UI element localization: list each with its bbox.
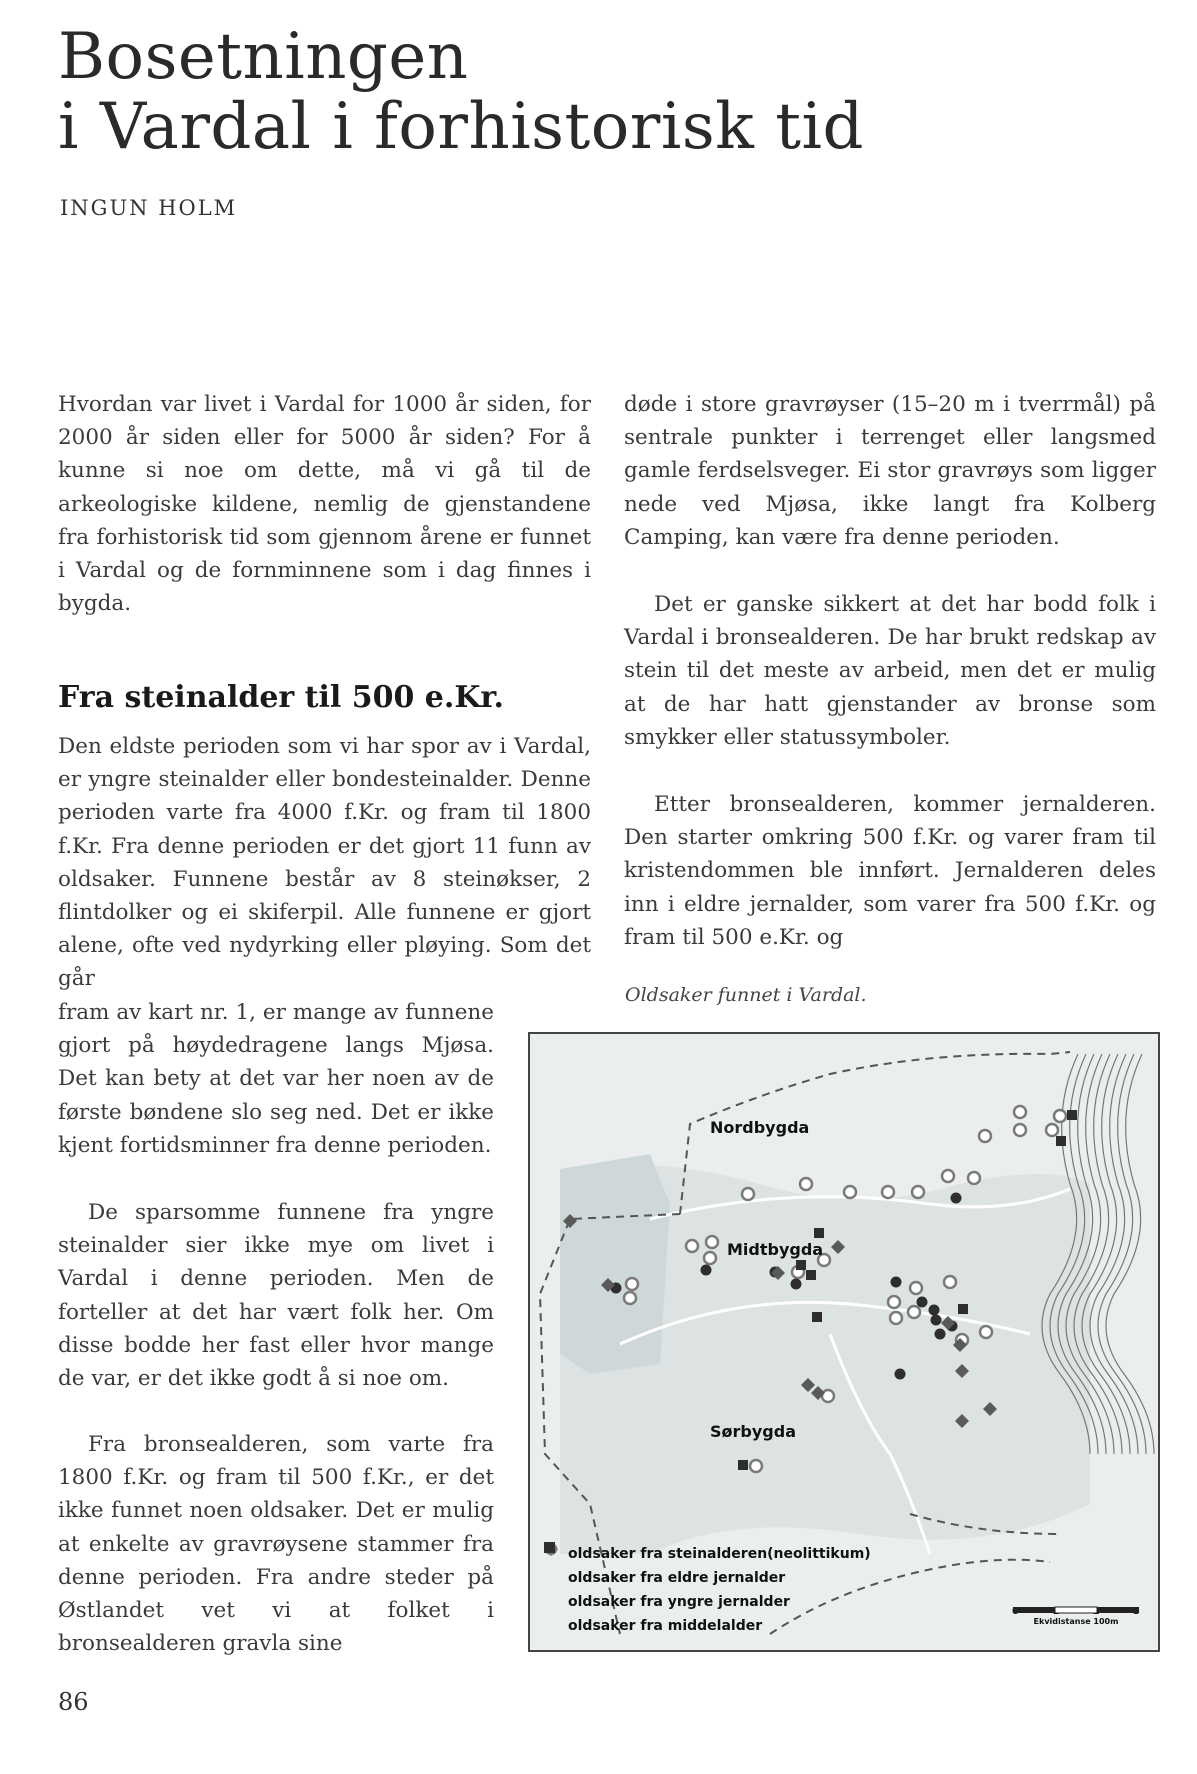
left-paragraph-1a: Den eldste perioden som vi har spor av i Vardal, er yngre steinalder eller bondesteinalder. Denne perioden varte fra 4000 f.Kr. og fram til 1800 f.Kr. Fra denne perioden er det gjort 11 funn av oldsaker. Funnene består av 8 steinøkser, 2 flintdolker og ei skiferpil. Alle funnene er gjort alene, ofte ved nydyrking eller pløying. Som det går bbox=[58, 734, 591, 992]
terrain-shading-west bbox=[560, 1154, 670, 1374]
medieval-find bbox=[812, 1312, 822, 1322]
legend-row-late-iron bbox=[544, 1590, 871, 1614]
late-iron-find bbox=[750, 1460, 762, 1472]
late-iron-find bbox=[968, 1172, 980, 1184]
late-iron-find bbox=[942, 1170, 954, 1182]
late-iron-find bbox=[704, 1252, 716, 1264]
legend-row-medieval bbox=[544, 1614, 871, 1638]
left-paragraph-2: De sparsomme funnene fra yngre steinalder sier ikke mye om livet i Vardal i denne perioden. Men de forteller at det har vært folk her. Om disse bodde her fast eller hvor mange de var, er det ikke godt å si noe om. bbox=[58, 1200, 494, 1392]
late-iron-find bbox=[706, 1236, 718, 1248]
place-sorbygda: Sørbygda bbox=[710, 1422, 796, 1441]
section-heading: Fra steinalder til 500 e.Kr. bbox=[58, 680, 504, 715]
late-iron-find bbox=[910, 1282, 922, 1294]
early-iron-find bbox=[951, 1193, 962, 1204]
late-iron-find bbox=[1014, 1124, 1026, 1136]
late-iron-find bbox=[1054, 1110, 1066, 1122]
title-line-1: Bosetningen bbox=[58, 20, 469, 94]
map-scale bbox=[1010, 1606, 1142, 1626]
late-iron-find bbox=[800, 1178, 812, 1190]
late-iron-find bbox=[888, 1296, 900, 1308]
legend-label-stone: oldsaker fra steinalderen(neolittikum) bbox=[568, 1546, 871, 1562]
finds-map bbox=[528, 1032, 1160, 1652]
scale-note: Ekvidistanse 100m bbox=[1033, 1617, 1119, 1626]
early-iron-find bbox=[701, 1265, 712, 1276]
place-midtbygda: Midtbygda bbox=[727, 1240, 824, 1259]
early-iron-find bbox=[931, 1315, 942, 1326]
medieval-find bbox=[796, 1260, 806, 1270]
early-iron-find bbox=[917, 1297, 928, 1308]
late-iron-find bbox=[844, 1186, 856, 1198]
late-iron-find bbox=[980, 1326, 992, 1338]
left-paragraph-1b: fram av kart nr. 1, er mange av funnene gjort på høydedragene langs Mjøsa. Det kan bety at det var her noen av de første bøndene slo seg ned. Det er ikke kjent fortidsminner fra denne perioden. bbox=[58, 1000, 494, 1158]
legend-label-early-iron: oldsaker fra eldre jernalder bbox=[568, 1570, 786, 1586]
right-paragraph-2: Det er ganske sikkert at det har bodd folk i Vardal i bronsealderen. De har brukt redskap av stein til det meste av arbeid, men det er mulig at de har hatt gjenstander av bronse som smykker eller statussymboler. bbox=[624, 592, 1156, 750]
late-iron-find bbox=[626, 1278, 638, 1290]
late-iron-find bbox=[882, 1186, 894, 1198]
late-iron-find bbox=[1046, 1124, 1058, 1136]
left-paragraph-3: Fra bronsealderen, som varte fra 1800 f.Kr. og fram til 500 f.Kr., er det ikke funnet noen oldsaker. Det er mulig at enkelte av gravrøysene stammer fra denne perioden. Fra andre steder på Østlandet vet vi at folket i bronsealderen gravla sine bbox=[58, 1432, 494, 1657]
late-iron-find bbox=[742, 1188, 754, 1200]
early-iron-find bbox=[891, 1277, 902, 1288]
article-title bbox=[58, 22, 864, 162]
early-iron-find bbox=[929, 1305, 940, 1316]
scale-bar bbox=[1010, 1606, 1142, 1614]
medieval-find bbox=[814, 1228, 824, 1238]
medieval-find bbox=[958, 1304, 968, 1314]
early-iron-find bbox=[935, 1329, 946, 1340]
late-iron-find bbox=[624, 1292, 636, 1304]
legend-row-stone bbox=[544, 1542, 871, 1566]
map-legend bbox=[544, 1542, 871, 1638]
late-iron-find bbox=[1014, 1106, 1026, 1118]
late-iron-find bbox=[912, 1186, 924, 1198]
medieval-find bbox=[1067, 1110, 1077, 1120]
late-iron-find bbox=[979, 1130, 991, 1142]
legend-row-early-iron bbox=[544, 1566, 871, 1590]
map-caption: Oldsaker funnet i Vardal. bbox=[625, 984, 867, 1006]
early-iron-find bbox=[895, 1369, 906, 1380]
legend-label-late-iron: oldsaker fra yngre jernalder bbox=[568, 1594, 790, 1610]
late-iron-find bbox=[686, 1240, 698, 1252]
medieval-find bbox=[738, 1460, 748, 1470]
late-iron-find bbox=[944, 1276, 956, 1288]
intro-paragraph: Hvordan var livet i Vardal for 1000 år siden, for 2000 år siden eller for 5000 år siden? For å kunne si noe om dette, må vi gå til de arkeologiske kildene, nemlig de gjenstandene fra forhistorisk tid som gjennom årene er funnet i Vardal og de fornminnene som i dag finnes i bygda. bbox=[58, 392, 591, 617]
late-iron-find bbox=[890, 1312, 902, 1324]
legend-label-medieval: oldsaker fra middelalder bbox=[568, 1618, 763, 1634]
early-iron-find bbox=[791, 1279, 802, 1290]
medieval-find bbox=[1056, 1136, 1066, 1146]
late-iron-find bbox=[908, 1306, 920, 1318]
place-nordbygda: Nordbygda bbox=[710, 1118, 810, 1137]
right-paragraph-1: døde i store gravrøyser (15–20 m i tverrmål) på sentrale punkter i terrenget eller langsmed gamle ferdselsveger. Ei stor gravrøys som ligger nede ved Mjøsa, ikke langt fra Kolberg Camping, kan være fra denne perioden. bbox=[624, 392, 1156, 550]
author-name: INGUN HOLM bbox=[60, 196, 238, 220]
right-paragraph-3: Etter bronsealderen, kommer jernalderen. Den starter omkring 500 f.Kr. og varer fram til kristendommen ble innført. Jernalderen deles inn i eldre jernalder, som varer fra 500 f.Kr. og fram til 500 e.Kr. og bbox=[624, 792, 1156, 950]
medieval-find bbox=[806, 1270, 816, 1280]
title-line-2: i Vardal i forhistorisk tid bbox=[58, 90, 864, 164]
page-number: 86 bbox=[58, 1688, 89, 1716]
